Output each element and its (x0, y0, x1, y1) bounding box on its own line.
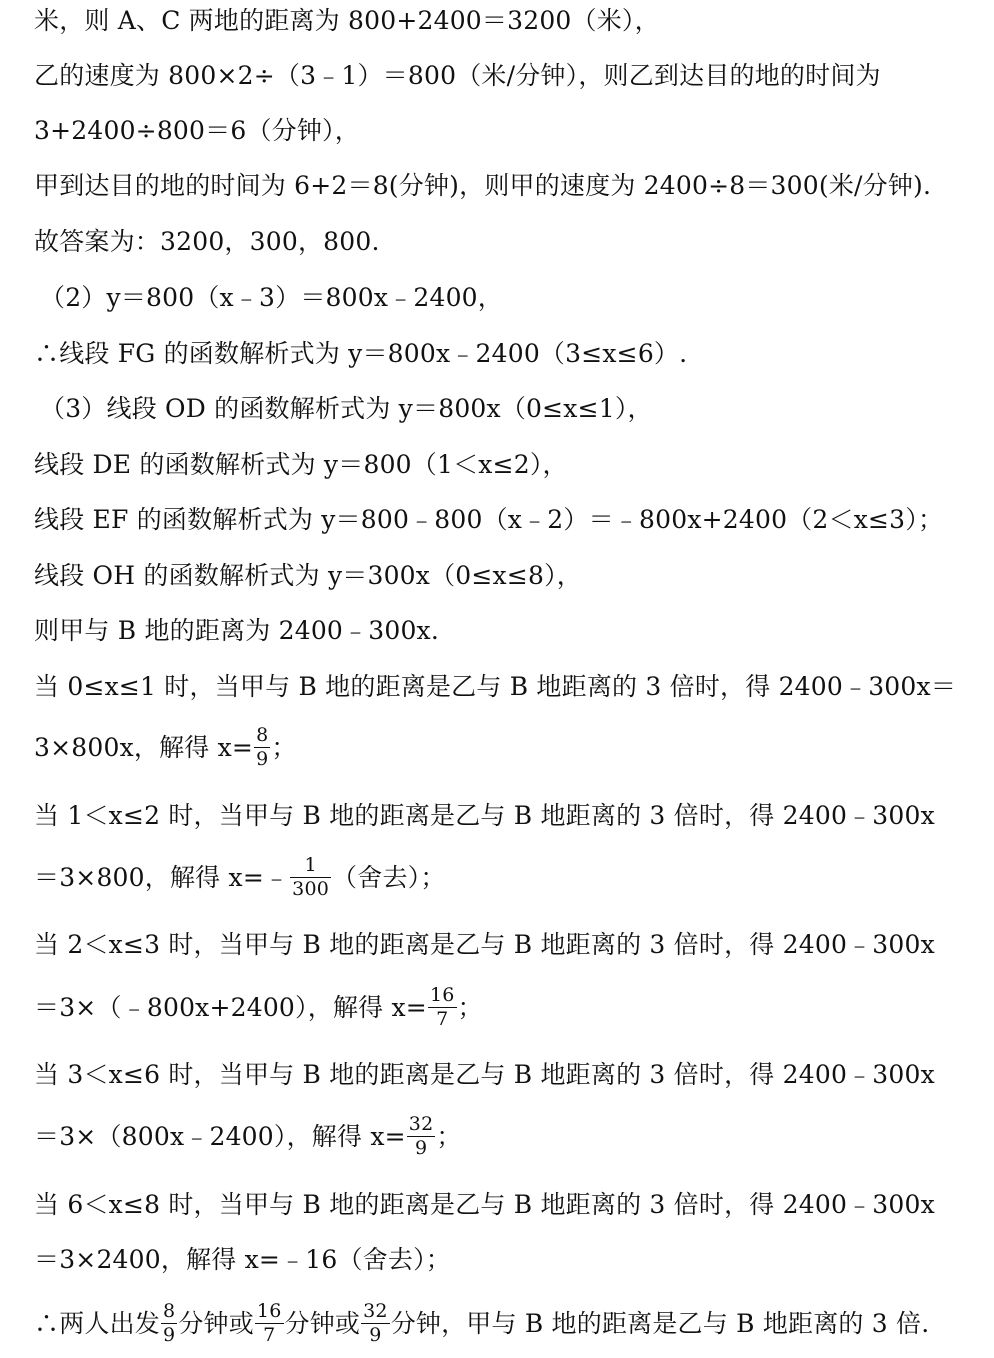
fraction-8-9-conclusion (161, 1302, 177, 1345)
fraction-32-9 (407, 1115, 436, 1158)
line-7: ∴线段 FG 的函数解析式为 y＝800x﹣2400（3≤x≤6）. (34, 339, 688, 368)
line-14 (34, 724, 297, 771)
line-19: 当 3＜x≤6 时，当甲与 B 地的距离是乙与 B 地距离的 3 倍时，得 2400﹣300x (34, 1060, 935, 1089)
conclusion-or-1: 分钟或 (178, 1309, 254, 1338)
fraction-denominator: 9 (369, 1324, 382, 1346)
line-16-tail: （舍去）； (332, 863, 446, 892)
fraction-numerator: 1 (290, 856, 331, 878)
fraction-numerator: 32 (408, 1113, 434, 1135)
line-20 (34, 1113, 462, 1160)
fraction-numerator: 8 (256, 724, 269, 746)
fraction-8-9 (254, 726, 270, 769)
fraction-numerator: 8 (163, 1300, 176, 1322)
fraction-numerator: 32 (363, 1300, 388, 1322)
fraction-numerator: 16 (429, 984, 455, 1006)
line-17: 当 2＜x≤3 时，当甲与 B 地的距离是乙与 B 地距离的 3 倍时，得 2400﹣300x (34, 930, 935, 959)
conclusion-prefix: ∴两人出发 (34, 1309, 161, 1338)
fraction-16-7 (428, 986, 457, 1029)
line-15: 当 1＜x≤2 时，当甲与 B 地的距离是乙与 B 地距离的 3 倍时，得 2400﹣300x (34, 801, 935, 830)
conclusion-suffix: 分钟，甲与 B 地的距离是乙与 B 地距离的 3 倍. (390, 1309, 930, 1338)
line-12: 则甲与 B 地的距离为 2400﹣300x. (34, 616, 439, 645)
semicolon: ； (271, 733, 297, 762)
line-16-text: ＝3×800，解得 x=﹣ (34, 863, 290, 892)
line-6: （2）y＝800（x﹣3）＝800x﹣2400， (40, 283, 503, 312)
line-11: 线段 OH 的函数解析式为 y＝300x（0≤x≤8）， (34, 561, 582, 590)
fraction-denominator: 300 (292, 878, 330, 900)
line-13: 当 0≤x≤1 时，当甲与 B 地的距离是乙与 B 地距离的 3 倍时，得 2400﹣300x＝ (34, 672, 957, 701)
fraction-denominator: 7 (263, 1324, 276, 1346)
fraction-16-7-conclusion (255, 1302, 284, 1345)
fraction-numerator: 16 (256, 1300, 282, 1322)
fraction-denominator: 9 (256, 748, 269, 770)
line-16 (34, 854, 446, 901)
line-21: 当 6＜x≤8 时，当甲与 B 地的距离是乙与 B 地距离的 3 倍时，得 2400﹣300x (34, 1190, 935, 1219)
line-14-text: 3×800x，解得 x= (34, 733, 254, 762)
fraction-denominator: 7 (436, 1008, 449, 1030)
line-4: 甲到达目的地的时间为 6+2＝8(分钟)，则甲的速度为 2400÷8＝300(米/分钟). (34, 171, 932, 200)
line-5: 故答案为：3200，300，800. (34, 227, 380, 256)
fraction-1-300 (290, 856, 331, 899)
line-23-conclusion (34, 1300, 930, 1347)
semicolon: ； (457, 993, 483, 1022)
fraction-denominator: 9 (163, 1324, 176, 1346)
line-2: 乙的速度为 800×2÷（3﹣1）＝800（米/分钟），则乙到达目的地的时间为 (34, 61, 881, 90)
line-3: 3+2400÷800＝6（分钟）， (34, 116, 360, 145)
line-18 (34, 984, 483, 1031)
line-8: （3）线段 OD 的函数解析式为 y＝800x（0≤x≤1）， (40, 394, 653, 423)
line-10: 线段 EF 的函数解析式为 y＝800﹣800（x﹣2）＝﹣800x+2400（2＜x≤3）； (34, 505, 944, 534)
semicolon: ； (436, 1122, 462, 1151)
line-18-text: ＝3×（﹣800x+2400），解得 x= (34, 993, 427, 1022)
line-22: ＝3×2400，解得 x=﹣16（舍去）； (34, 1245, 451, 1274)
fraction-32-9-conclusion (361, 1302, 390, 1345)
line-1: 米，则 A、C 两地的距离为 800+2400＝3200（米）， (34, 6, 660, 35)
line-20-text: ＝3×（800x﹣2400），解得 x= (34, 1122, 406, 1151)
conclusion-or-2: 分钟或 (284, 1309, 361, 1338)
line-9: 线段 DE 的函数解析式为 y＝800（1＜x≤2）， (34, 450, 568, 479)
fraction-denominator: 9 (414, 1137, 428, 1159)
